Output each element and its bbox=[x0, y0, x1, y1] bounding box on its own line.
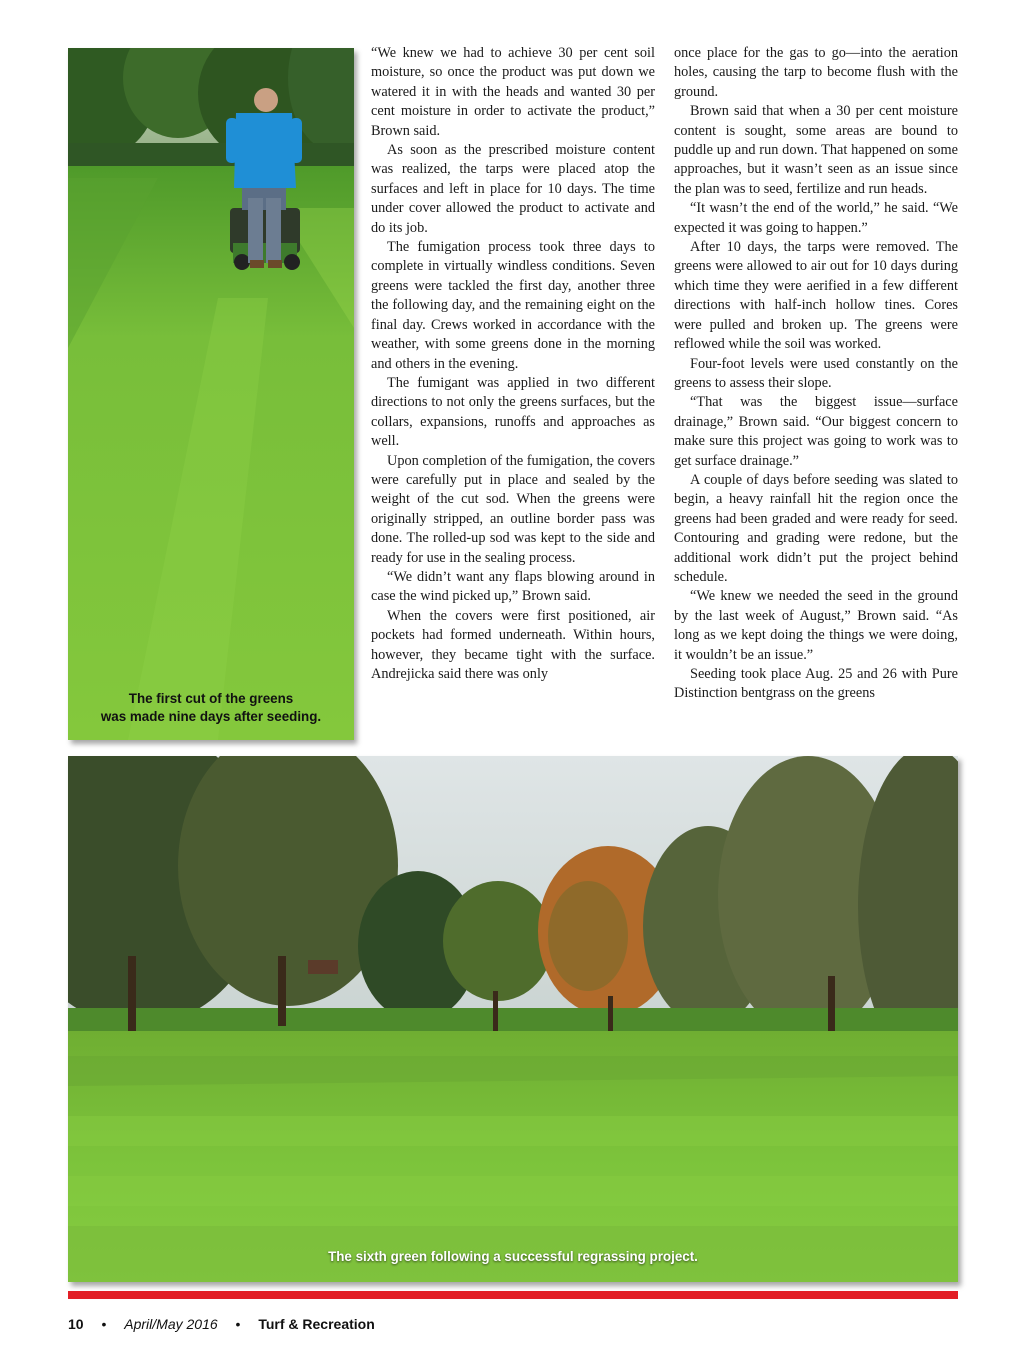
mowing-photo-caption bbox=[68, 690, 354, 726]
paragraph: “We knew we had to achieve 30 per cent soil moisture, so once the product was put down we watered it in with the heads and wanted 30 per cent moisture in order to activate the product,” Brown said. bbox=[371, 45, 655, 139]
sixth-green-photo bbox=[68, 756, 958, 1282]
paragraph: Seeding took place Aug. 25 and 26 with Pure Distinction bentgrass on the greens bbox=[674, 666, 958, 702]
footer-separator: • bbox=[101, 1316, 107, 1333]
paragraph: Brown said that when a 30 per cent moisture content is sought, some areas are bound to puddle up and run down. That happened on some approaches, but it wasn’t seen as an issue since the plan was to seed, fertilize and run heads. bbox=[674, 103, 958, 197]
caption-line: The first cut of the greens bbox=[128, 691, 294, 706]
paragraph: When the covers were first positioned, air pockets had formed underneath. Within hours, however, they became tight with the surface. Andrejicka said there was only bbox=[371, 607, 655, 682]
paragraph: “We knew we needed the seed in the ground by the last week of August,” Brown said. “As long as we kept doing the things we were doing, it wouldn’t be an issue.” bbox=[674, 588, 958, 663]
paragraph: “It wasn’t the end of the world,” he said. “We expected it was going to happen.” bbox=[674, 200, 958, 236]
sixth-green-caption: The sixth green following a successful regrassing project. bbox=[328, 1249, 698, 1264]
paragraph: The fumigation process took three days to complete in virtually windless conditions. Seven greens were tackled the first day, another three the following day, and the remaining eight on the final day. Crews worked in accordance with the weather, with some greens done in the morning and others in the evening. bbox=[371, 239, 655, 372]
paragraph: A couple of days before seeding was slated to begin, a heavy rainfall hit the region once the greens had been graded and were ready for seed. Contouring and grading were redone, but the additional work didn’t put the project behind schedule. bbox=[674, 471, 958, 585]
article-column-2 bbox=[674, 44, 958, 744]
paragraph: “That was the biggest issue—surface drainage,” Brown said. “Our biggest concern to make sure this project was going to work was to get surface drainage.” bbox=[674, 394, 958, 469]
page-number: 10 bbox=[68, 1316, 84, 1333]
issue-date: April/May 2016 bbox=[124, 1316, 218, 1333]
paragraph: As soon as the prescribed moisture content was realized, the tarps were placed atop the surfaces and left in place for 10 days. The time under cover allowed the product to activate and do its job. bbox=[371, 142, 655, 236]
paragraph: After 10 days, the tarps were removed. The greens were allowed to air out for 10 days during which time they were aerified in a few different directions with half-inch hollow tines. Cores were pulled and broken up. The greens were reflowed while the soil was worked. bbox=[674, 239, 958, 353]
page-footer bbox=[68, 1315, 375, 1335]
footer-separator: • bbox=[235, 1316, 241, 1333]
paragraph: Four-foot levels were used constantly on the greens to assess their slope. bbox=[674, 355, 958, 391]
article-column-1 bbox=[371, 44, 655, 744]
paragraph: Upon completion of the fumigation, the covers were carefully put in place and sealed by the weight of the cut sod. When the greens were originally stripped, an outline border pass was done. The rolled-up sod was kept to the side and ready for use in the sealing process. bbox=[371, 452, 655, 566]
paragraph: The fumigant was applied in two different directions to not only the greens surfaces, but the collars, expansions, runoffs and approaches as well. bbox=[371, 374, 655, 450]
paragraph: “We didn’t want any flaps blowing around in case the wind picked up,” Brown said. bbox=[371, 568, 655, 605]
caption-line: was made nine days after seeding. bbox=[100, 709, 322, 724]
sixth-green-photo-image bbox=[68, 756, 958, 1282]
footer-accent-bar bbox=[68, 1291, 958, 1299]
mowing-photo bbox=[68, 48, 354, 740]
mowing-photo-image bbox=[68, 48, 354, 740]
paragraph: once place for the gas to go—into the aeration holes, causing the tarp to become flush with the ground. bbox=[674, 45, 958, 100]
magazine-name: Turf & Recreation bbox=[258, 1316, 375, 1333]
